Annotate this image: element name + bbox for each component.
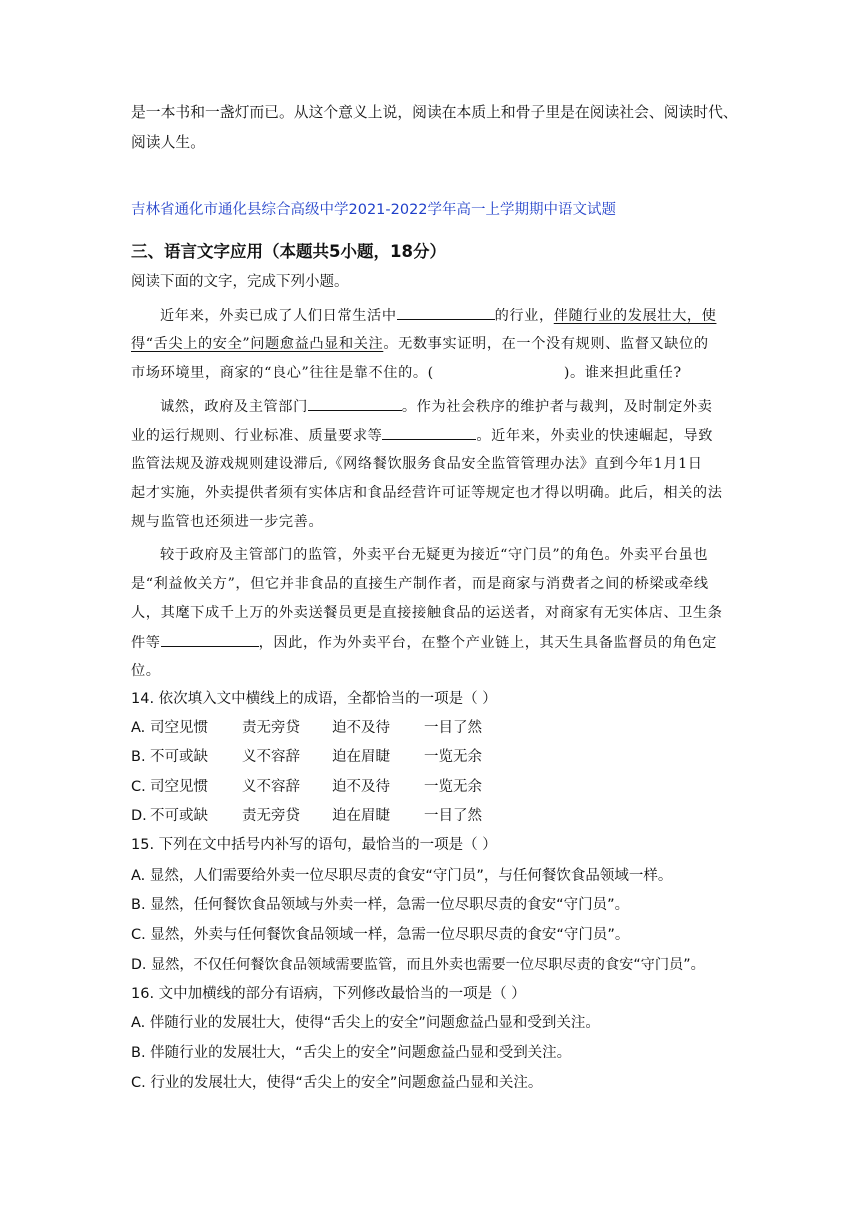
question-15-option-b[interactable]: B. 显然，任何餐饮食品领域与外卖一样，急需一位尽职尽责的食安“守门员”。 — [131, 897, 630, 913]
passage-text: 。近年来，外卖业的快速崛起，导致 — [476, 428, 713, 444]
question-16-option-c[interactable]: C. 行业的发展壮大，使得“舌尖上的安全”问题愈益凸显和关注。 — [131, 1075, 543, 1091]
option-word: 司空见惯 — [150, 779, 208, 795]
passage-text: 。作为社会秩序的维护者与裁判，及时制定外卖 — [401, 399, 713, 415]
question-16-option-a[interactable]: A. 伴随行业的发展壮大，使得“舌尖上的安全”问题愈益凸显和受到关注。 — [131, 1015, 600, 1031]
question-15-option-c[interactable]: C. 显然，外卖与任何餐饮食品领域一样，急需一位尽职尽责的食安“守门员”。 — [131, 927, 630, 943]
passage-line: 起才实施，外卖提供者须有实体店和食品经营许可证等规定也才得以明确。此后，相关的法 — [131, 485, 723, 501]
passage-line — [131, 363, 682, 383]
section-title: 三、语言文字应用（本题共5小题，18分） — [131, 242, 446, 261]
option-letter: B. — [131, 749, 146, 765]
option-word: 责无旁贷 — [242, 808, 300, 824]
fill-blank-2 — [308, 396, 402, 411]
option-word: 迫在眉睫 — [332, 749, 390, 765]
passage-text: 的行业， — [494, 308, 554, 324]
question-16-option-b[interactable]: B. 伴随行业的发展壮大，“舌尖上的安全”问题愈益凸显和受到关注。 — [131, 1045, 572, 1061]
fill-blank-3 — [382, 425, 476, 440]
passage-text: 业的运行规则、行业标准、质量要求等 — [131, 428, 383, 444]
passage-text: ，因此，作为外卖平台，在整个产业链上，其天生具备监督员的角色定 — [258, 635, 717, 651]
option-letter: C. — [131, 779, 146, 795]
passage-text: 近年来，外卖已成了人们日常生活中 — [160, 308, 397, 324]
passage-text: 。无数事实证明，在一个没有规则、监督又缺位的 — [383, 336, 709, 352]
passage-line: 较于政府及主管部门的监管，外卖平台无疑更为接近“守门员”的角色。外卖平台虽也 — [160, 547, 709, 563]
passage-line — [131, 334, 709, 354]
passage-text: 诚然，政府及主管部门 — [160, 399, 308, 415]
option-word: 迫不及待 — [332, 779, 390, 795]
instruction: 阅读下面的文字，完成下列小题。 — [131, 274, 349, 290]
question-15-stem: 15. 下列在文中括号内补写的语句，最恰当的一项是（ ） — [131, 837, 497, 853]
question-16-stem: 16. 文中加横线的部分有语病，下列修改最恰当的一项是（ ） — [131, 986, 526, 1002]
underlined-sentence: 得“舌尖上的安全”问题愈益凸显和关注 — [131, 336, 384, 352]
option-word: 一览无余 — [424, 749, 482, 765]
passage-line: 规与监管也还须进一步完善。 — [131, 514, 324, 530]
passage-line: 位。 — [131, 663, 161, 679]
option-word: 义不容辞 — [242, 779, 300, 795]
question-15-option-d[interactable]: D. 显然，不仅任何餐饮食品领域需要监管，而且外卖也需要一位尽职尽责的食安“守门员”。 — [131, 957, 705, 973]
source-link[interactable]: 吉林省通化市通化县综合高级中学2021-2022学年高一上学期期中语文试题 — [131, 202, 617, 218]
option-word: 司空见惯 — [150, 720, 208, 736]
option-word: 迫在眉睫 — [332, 808, 390, 824]
option-word: 一目了然 — [424, 720, 482, 736]
question-14-stem: 14. 依次填入文中横线上的成语，全都恰当的一项是（ ） — [131, 691, 497, 707]
passage-line: 监管法规及游戏规则建设滞后,《网络餐饮服务食品安全监管管理办法》直到今年1月1日 — [131, 456, 703, 472]
underlined-sentence: 伴随行业的发展壮大，使 — [553, 308, 717, 324]
passage-line — [131, 425, 713, 446]
passage-line: 是“利益攸关方”，但它并非食品的直接生产制作者，而是商家与消费者之间的桥梁或牵线 — [131, 576, 709, 592]
option-letter: D. — [131, 808, 147, 824]
passage-text: 件等 — [131, 635, 161, 651]
passage-line — [131, 632, 717, 653]
option-word: 责无旁贷 — [242, 720, 300, 736]
passage-line — [160, 305, 716, 326]
option-word: 迫不及待 — [332, 720, 390, 736]
option-letter: A. — [131, 720, 146, 736]
passage-text: )。谁来担此重任? — [563, 365, 682, 381]
passage-text: 市场环境里，商家的“良心”往往是靠不住的。( — [131, 365, 434, 381]
option-word: 一览无余 — [424, 779, 482, 795]
option-word: 义不容辞 — [242, 749, 300, 765]
intro-line-1: 是一本书和一盏灯而已。从这个意义上说，阅读在本质上和骨子里是在阅读社会、阅读时代、 — [131, 104, 738, 121]
passage-line: 人，其麾下成千上万的外卖送餐员更是直接接触食品的运送者，对商家有无实体店、卫生条 — [131, 605, 723, 621]
option-word: 不可或缺 — [150, 808, 208, 824]
question-15-option-a[interactable]: A. 显然，人们需要给外卖一位尽职尽责的食安“守门员”，与任何餐饮食品领域一样。 — [131, 868, 673, 884]
option-word: 一目了然 — [424, 808, 482, 824]
fill-blank-1 — [397, 305, 495, 320]
intro-line-2: 阅读人生。 — [131, 134, 205, 151]
fill-blank-4 — [161, 632, 259, 647]
option-word: 不可或缺 — [150, 749, 208, 765]
passage-line — [160, 396, 712, 417]
